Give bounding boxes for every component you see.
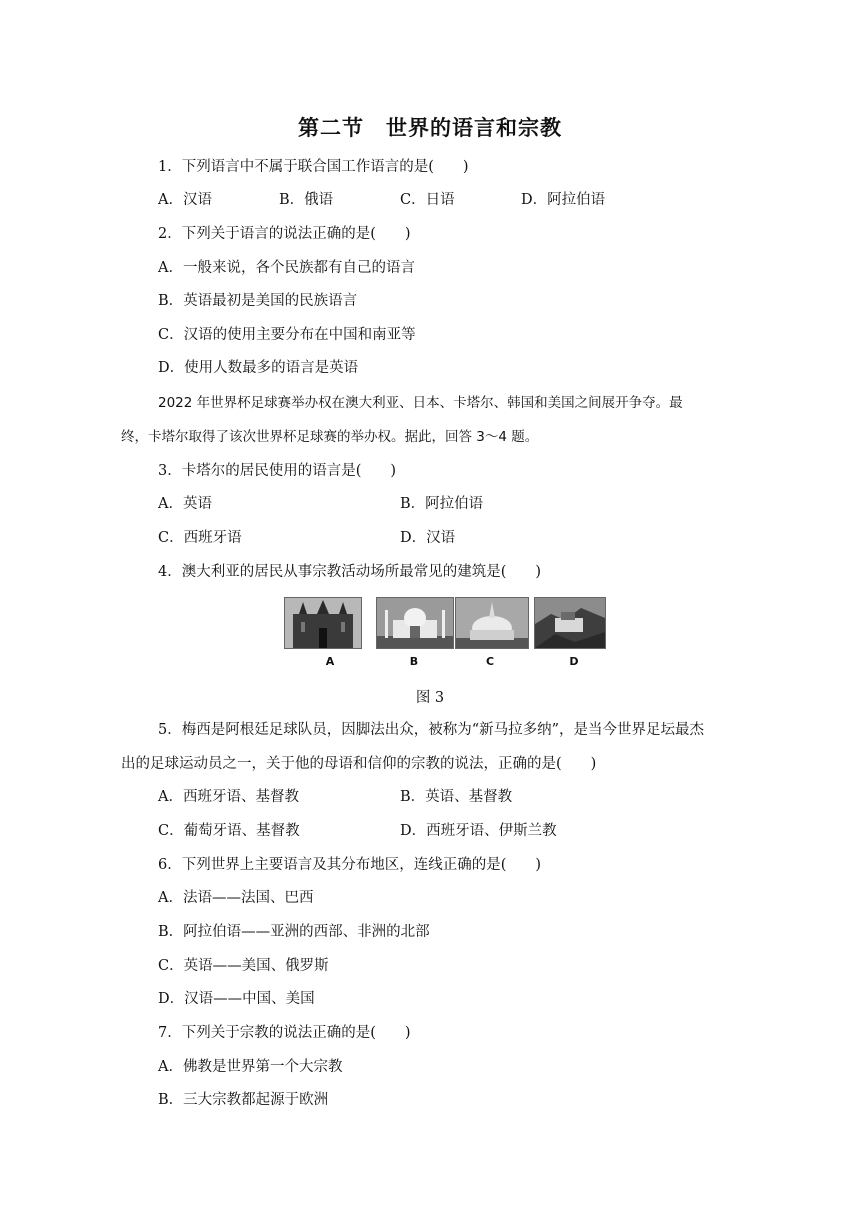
question-3-option-a: A．英语 [158, 496, 212, 512]
figure-label-d: D [569, 655, 579, 668]
question-3-option-c: C．西班牙语 [158, 530, 242, 546]
question-1-option-d: D．阿拉伯语 [521, 192, 606, 208]
question-5-option-c: C．葡萄牙语、基督教 [158, 823, 300, 839]
question-5-option-d: D．西班牙语、伊斯兰教 [400, 823, 557, 839]
question-5-option-b: B．英语、基督教 [400, 789, 513, 805]
question-3-stem: 3．卡塔尔的居民使用的语言是( ) [158, 463, 397, 479]
question-5-option-a: A．西班牙语、基督教 [158, 789, 299, 805]
passage-line-1: 2022 年世界杯足球赛举办权在澳大利亚、日本、卡塔尔、韩国和美国之间展开争夺。最 [158, 395, 683, 411]
figure-photo-a-church [284, 597, 362, 649]
figure-label-b: B [409, 655, 419, 668]
question-4-stem: 4．澳大利亚的居民从事宗教活动场所最常见的建筑是( ) [158, 564, 542, 580]
question-6-option-d: D．汉语——中国、美国 [158, 991, 315, 1007]
question-5-line-2: 出的足球运动员之一，关于他的母语和信仰的宗教的说法，正确的是( ) [121, 756, 597, 772]
question-1-stem: 1．下列语言中不属于联合国工作语言的是( ) [158, 159, 469, 175]
question-1-option-c: C．日语 [400, 192, 455, 208]
figure-photo-d-palace [534, 597, 606, 649]
question-2-option-c: C．汉语的使用主要分布在中国和南亚等 [158, 327, 416, 343]
question-6-stem: 6．下列世界上主要语言及其分布地区，连线正确的是( ) [158, 857, 542, 873]
question-3-option-b: B．阿拉伯语 [400, 496, 484, 512]
page-title: 第二节 世界的语言和宗教 [298, 116, 562, 140]
figure-label-a: A [325, 655, 335, 668]
figure-caption: 图 3 [415, 690, 445, 706]
figure-photo-c-temple [455, 597, 529, 649]
passage-line-2: 终，卡塔尔取得了该次世界杯足球赛的举办权。据此，回答 3～4 题。 [121, 429, 539, 445]
question-6-option-c: C．英语——美国、俄罗斯 [158, 958, 329, 974]
figure-label-c: C [485, 655, 495, 668]
question-6-option-a: A．法语——法国、巴西 [158, 890, 314, 906]
question-7-stem: 7．下列关于宗教的说法正确的是( ) [158, 1025, 411, 1041]
question-7-option-a: A．佛教是世界第一个大宗教 [158, 1059, 343, 1075]
question-1-option-a: A．汉语 [158, 192, 212, 208]
religious-buildings-figure [284, 597, 614, 677]
figure-photo-b-mosque [376, 597, 454, 649]
question-6-option-b: B．阿拉伯语——亚洲的西部、非洲的北部 [158, 924, 430, 940]
question-5-line-1: 5．梅西是阿根廷足球队员，因脚法出众，被称为“新马拉多纳”，是当今世界足坛最杰 [158, 722, 705, 738]
question-1-option-b: B．俄语 [279, 192, 334, 208]
question-2-option-d: D．使用人数最多的语言是英语 [158, 360, 359, 376]
question-7-option-b: B．三大宗教都起源于欧洲 [158, 1092, 329, 1108]
question-2-option-a: A．一般来说，各个民族都有自己的语言 [158, 260, 415, 276]
question-3-option-d: D．汉语 [400, 530, 456, 546]
question-2-stem: 2．下列关于语言的说法正确的是( ) [158, 226, 411, 242]
question-2-option-b: B．英语最初是美国的民族语言 [158, 293, 358, 309]
